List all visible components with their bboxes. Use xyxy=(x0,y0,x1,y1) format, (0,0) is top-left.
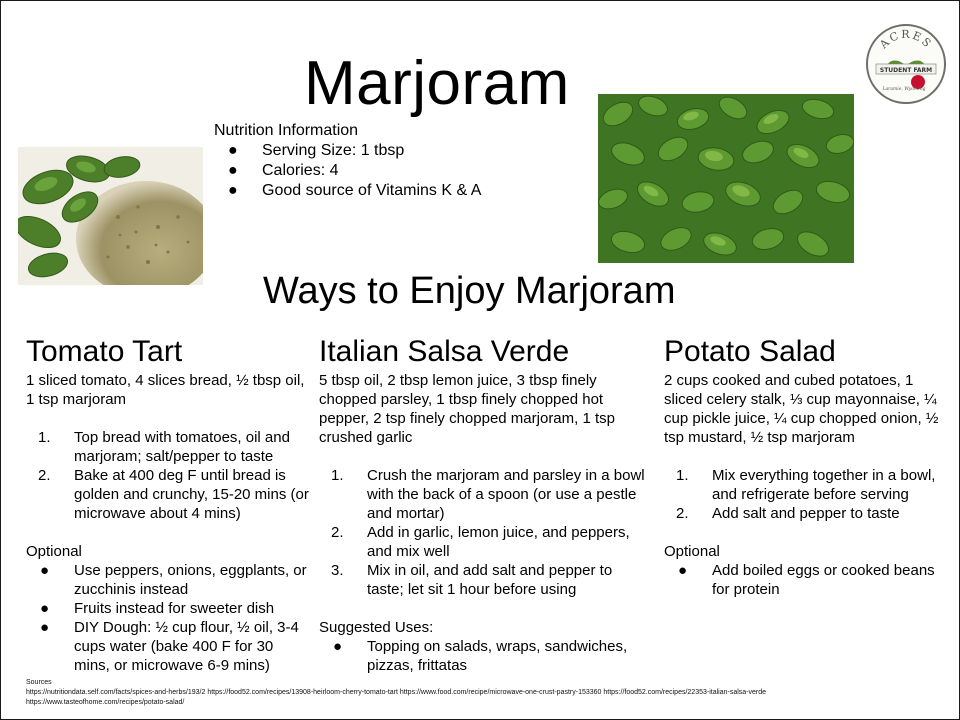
bullet-icon: ● xyxy=(40,562,50,579)
recipe-italian-salsa-verde xyxy=(319,334,645,675)
page-title: Marjoram xyxy=(304,49,570,118)
bullet-icon: ● xyxy=(40,600,50,617)
nutrition-list xyxy=(214,141,481,201)
suggested-uses-list xyxy=(319,637,645,675)
optional-heading: Optional xyxy=(26,543,82,560)
bullet-icon: ● xyxy=(40,619,50,636)
recipe-tomato-tart xyxy=(26,334,312,675)
ways-to-enjoy-heading: Ways to Enjoy Marjoram xyxy=(263,270,676,312)
recipe-ingredients: 5 tbsp oil, 2 tbsp lemon juice, 3 tbsp finely chopped parsley, 1 tbsp finely chopped hot pepper, 2 tsp finely chopped marjoram, 1 tsp crushed garlic xyxy=(319,372,616,446)
recipe-title: Italian Salsa Verde xyxy=(319,335,570,368)
acres-farm-logo xyxy=(866,24,946,104)
svg-text:ACRES: ACRES xyxy=(877,27,935,52)
optional-item: ● Add boiled eggs or cooked beans for protein xyxy=(678,562,935,598)
bullet-icon: ● xyxy=(678,562,688,579)
nutrition-item: ● Calories: 4 xyxy=(228,162,339,179)
recipe-step: 2. Add in garlic, lemon juice, and peppers, and mix well xyxy=(331,524,630,560)
sources-line: https://nutritiondata.self.com/facts/spices-and-herbs/193/2 https://food52.com/recipes/13908-heirloom-cherry-tomato-tart https://www.food.com/recipe/microwave-one-crust-pastry-153360 https://food52.com/recipes/22353-italian-salsa-verde xyxy=(26,689,767,696)
recipe-title: Potato Salad xyxy=(664,335,836,368)
sources-line: https://www.tasteofhome.com/recipes/potato-salad/ xyxy=(26,699,185,706)
bullet-icon: ● xyxy=(333,638,343,655)
marjoram-dried-photo xyxy=(18,147,203,285)
suggested-uses-heading: Suggested Uses: xyxy=(319,619,434,636)
recipe-ingredients: 1 sliced tomato, 4 slices bread, ½ tbsp oil, 1 tsp marjoram xyxy=(26,372,305,408)
recipe-ingredients: 2 cups cooked and cubed potatoes, 1 sliced celery stalk, ⅓ cup mayonnaise, ¼ cup pickle juice, ¼ cup chopped onion, ½ tsp mustard, ½ tsp marjoram xyxy=(664,372,939,446)
recipe-steps xyxy=(26,428,312,523)
optional-item: ● DIY Dough: ½ cup flour, ½ oil, 3-4 cups water (bake 400 F for 30 mins, or microwave 6-9 mins) xyxy=(40,619,299,674)
nutrition-info xyxy=(214,121,481,201)
sources-label: Sources xyxy=(26,679,52,686)
bullet-icon: ● xyxy=(228,182,238,199)
recipe-title: Tomato Tart xyxy=(26,335,183,368)
recipe-step: 2. Add salt and pepper to taste xyxy=(676,505,900,522)
bullet-icon: ● xyxy=(228,162,238,179)
recipe-potato-salad xyxy=(664,334,944,599)
recipe-step: 1. Crush the marjoram and parsley in a bowl with the back of a spoon (or use a pestle and mortar) xyxy=(331,467,645,522)
recipe-step: 3. Mix in oil, and add salt and pepper to taste; let sit 1 hour before using xyxy=(331,562,613,598)
marjoram-fresh-photo xyxy=(598,94,854,263)
nutrition-item: ● Good source of Vitamins K & A xyxy=(228,182,482,199)
optional-list xyxy=(664,561,944,599)
nutrition-heading: Nutrition Information xyxy=(214,122,359,139)
recipe-step: 1. Top bread with tomatoes, oil and marjoram; salt/pepper to taste xyxy=(38,429,290,465)
recipe-steps xyxy=(319,466,645,599)
optional-heading: Optional xyxy=(664,543,720,560)
recipe-steps xyxy=(664,466,944,523)
sources xyxy=(26,678,946,708)
optional-item: ● Use peppers, onions, eggplants, or zucchinis instead xyxy=(40,562,307,598)
optional-list xyxy=(26,561,312,675)
optional-item: ● Fruits instead for sweeter dish xyxy=(40,600,275,617)
svg-text:Laramie, Wyoming: Laramie, Wyoming xyxy=(882,87,926,92)
svg-text:STUDENT FARM: STUDENT FARM xyxy=(879,67,933,74)
recipe-step: 2. Bake at 400 deg F until bread is golden and crunchy, 15-20 mins (or microwave about 4 mins) xyxy=(38,467,309,522)
bullet-icon: ● xyxy=(228,142,238,159)
recipe-step: 1. Mix everything together in a bowl, and refrigerate before serving xyxy=(676,467,936,503)
nutrition-item: ● Serving Size: 1 tbsp xyxy=(228,142,405,159)
suggested-use-item: ● Topping on salads, wraps, sandwiches, pizzas, frittatas xyxy=(333,638,628,674)
